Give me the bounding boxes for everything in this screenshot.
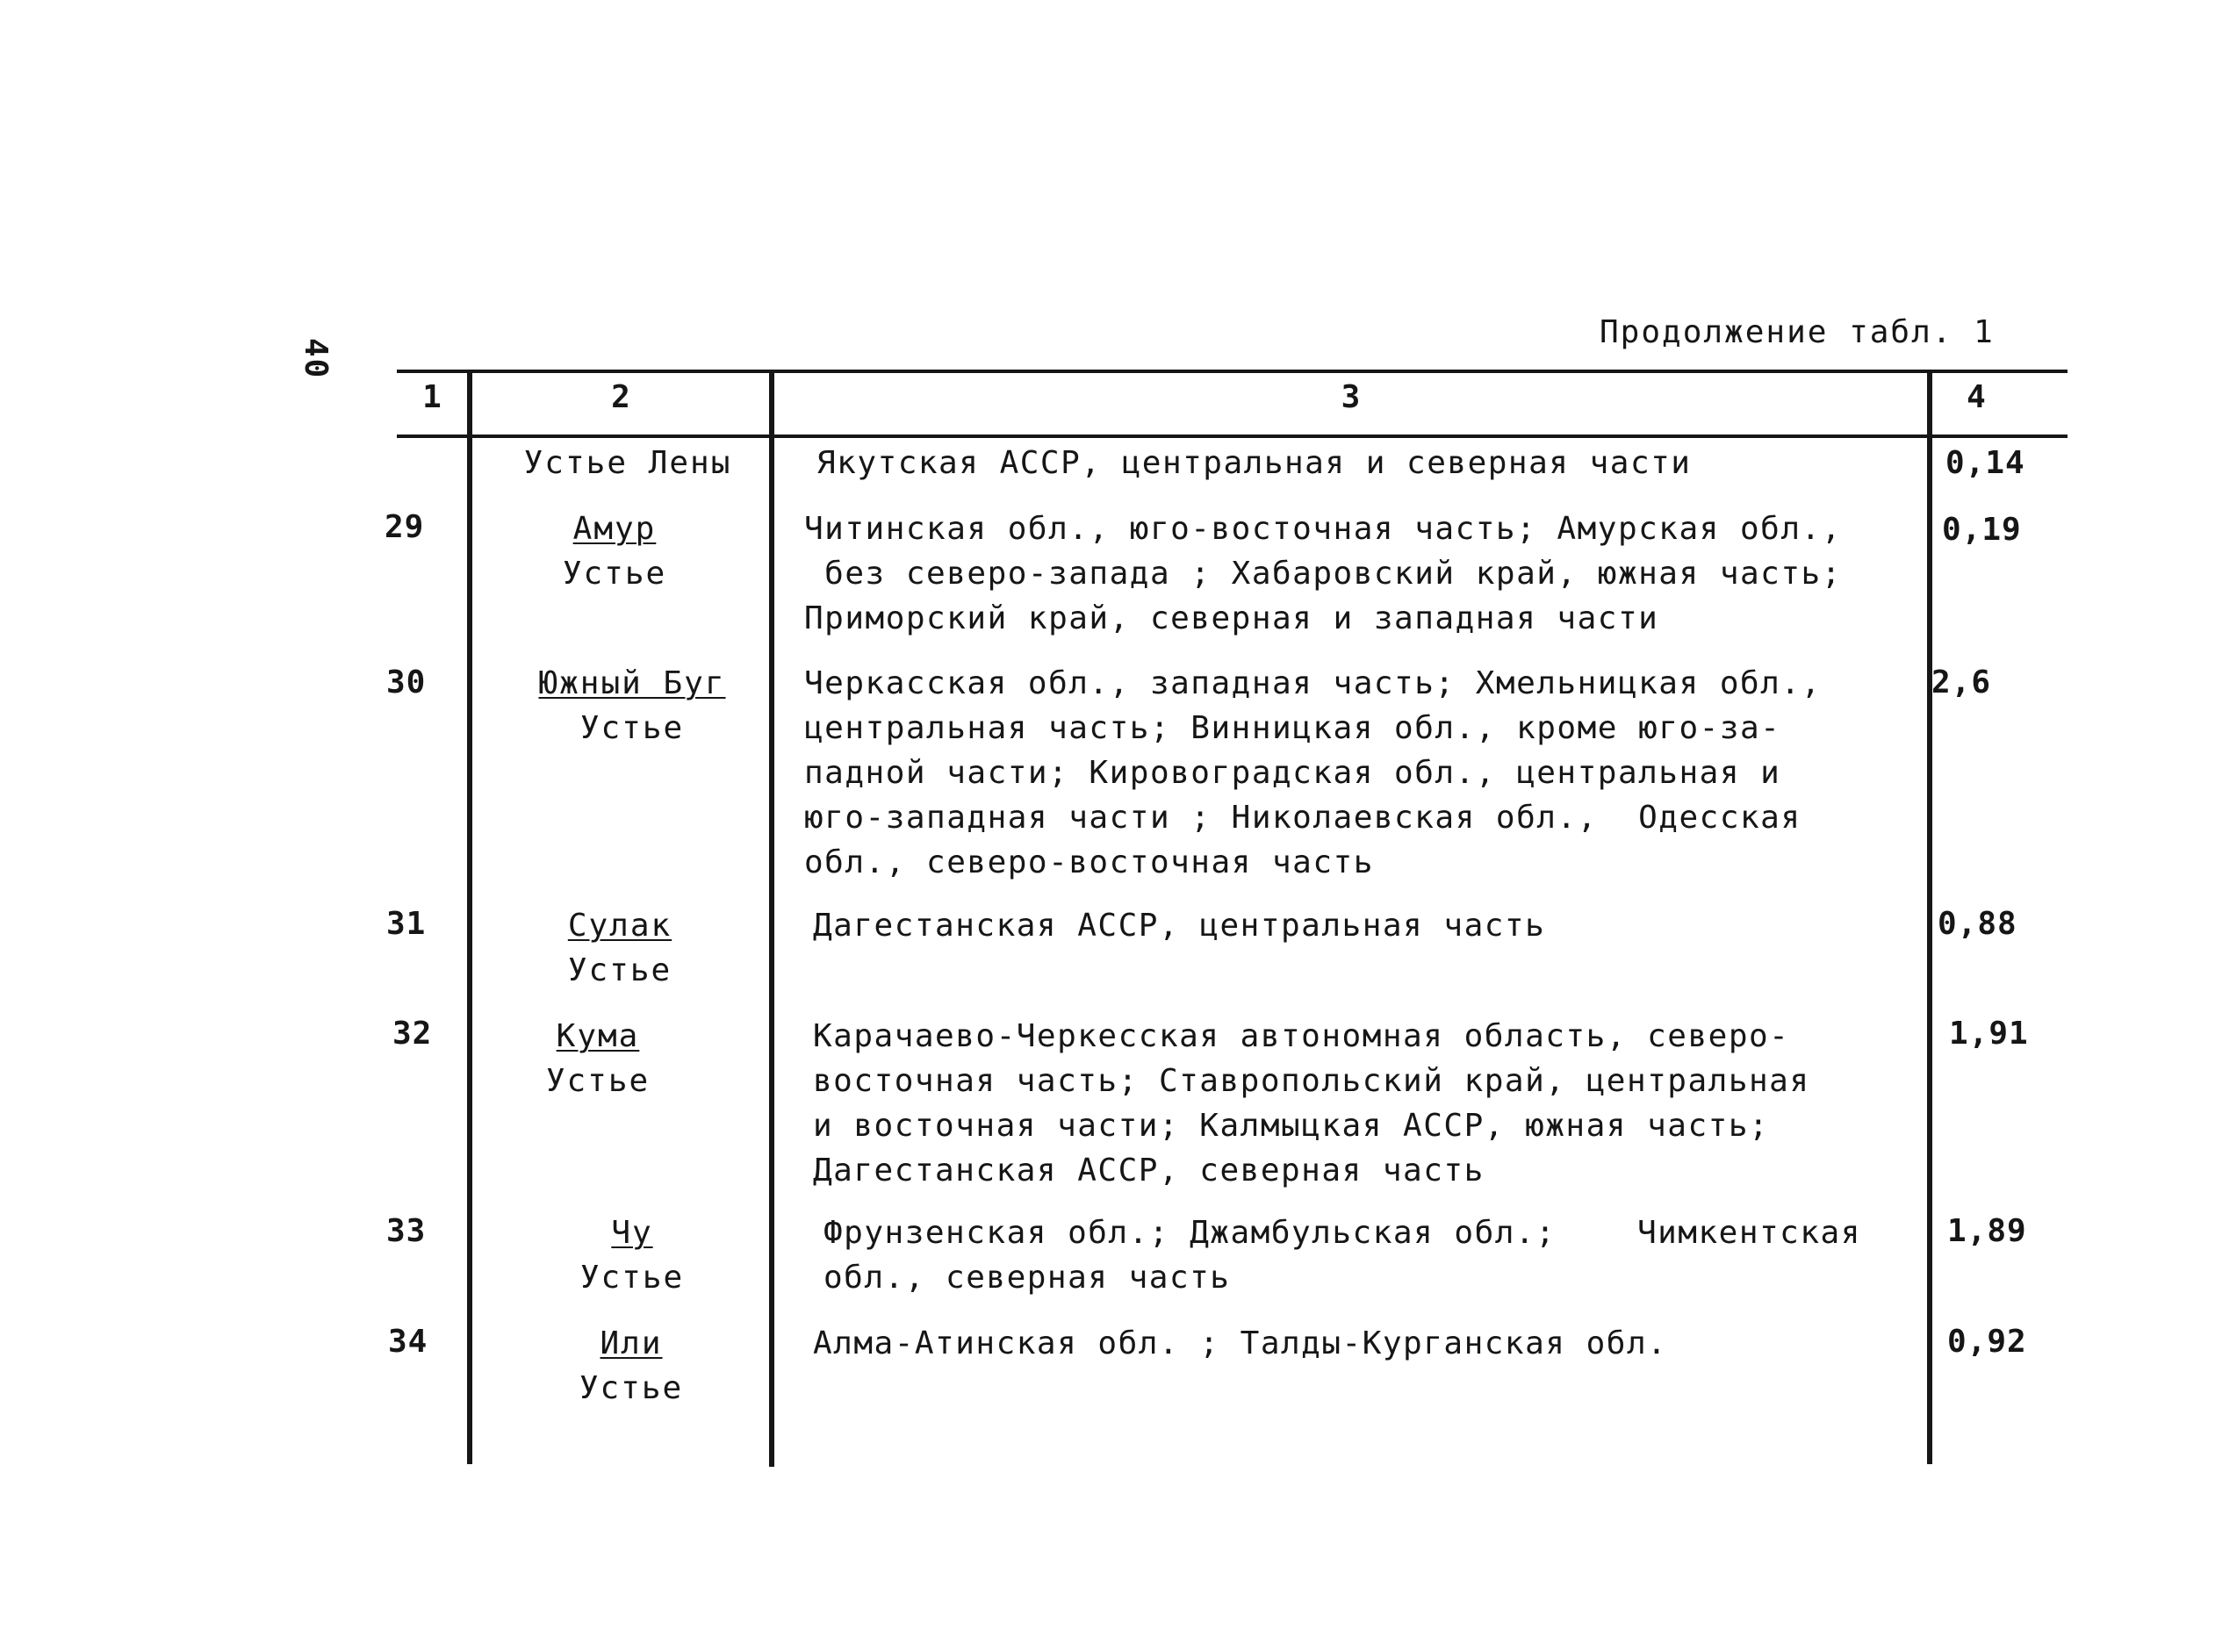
table-row-value: 0,19 [1942, 512, 2022, 548]
table-row-value: 0,92 [1947, 1324, 2027, 1360]
river-place: Устье Лены [523, 445, 732, 481]
header-bottom-rule [397, 435, 2068, 438]
region-line: и восточная части; Калмыцкая АССР, южная часть; [813, 1108, 1770, 1144]
row-number: 30 [386, 664, 427, 700]
table-row-region [823, 1210, 1861, 1300]
region-line: Дагестанская АССР, северная часть [813, 1153, 1485, 1189]
table-row-value: 2,6 [1931, 664, 1992, 700]
region-line: Алма-Атинская обл. ; Талды-Курганская обл. [813, 1325, 1668, 1361]
river-place: Устье [545, 1063, 651, 1099]
river-place: Устье [567, 952, 672, 988]
region-line: без северо-запада ; Хабаровский край, южная часть; [804, 556, 1842, 592]
region-line: восточная часть; Ставропольский край, центральная [813, 1063, 1810, 1099]
river-place: Устье [579, 1370, 684, 1406]
river-name: Сулак [567, 908, 672, 944]
region-line: падной части; Кировоградская обл., центральная и [804, 755, 1781, 791]
row-number: 33 [386, 1213, 427, 1249]
region-line: Карачаево-Черкесская автономная область, северо- [813, 1018, 1790, 1054]
table-row-river [553, 1210, 711, 1300]
table-top-rule [397, 370, 2068, 373]
page-number: 40 [298, 338, 334, 380]
region-line: обл., северная часть [823, 1260, 1231, 1296]
header-col-4: 4 [1967, 379, 1986, 415]
table-row-region [813, 1014, 1810, 1193]
table-row-river [536, 506, 694, 596]
table-row-value: 0,14 [1945, 445, 2025, 481]
table-row-river [509, 661, 755, 751]
table-row-river [532, 903, 708, 993]
table-caption: Продолжение табл. 1 [1600, 314, 1995, 350]
region-line: юго-западная части ; Николаевская обл., Одесская [804, 800, 1801, 836]
table-row-region [813, 903, 1545, 948]
table-row-river [514, 1014, 681, 1103]
table-row-region [804, 661, 1822, 885]
river-place: Устье [579, 710, 685, 746]
column-divider-3 [1927, 370, 1932, 1464]
row-number: 29 [385, 509, 425, 545]
table-row-value: 1,91 [1949, 1016, 2029, 1052]
table-row-region [816, 441, 1691, 485]
row-number: 31 [386, 906, 427, 942]
region-line: Черкасская обл., западная часть; Хмельницкая обл., [804, 665, 1822, 701]
river-name: Кума [556, 1018, 640, 1054]
header-col-3: 3 [1341, 379, 1361, 415]
river-name: Амур [572, 511, 657, 547]
table-row-river [532, 1321, 730, 1411]
table-row-value: 1,89 [1947, 1213, 2027, 1249]
river-place: Устье [562, 556, 667, 592]
river-name: Южный Буг [538, 665, 726, 701]
row-number: 34 [388, 1324, 428, 1360]
header-col-2: 2 [611, 379, 630, 415]
table-row-river [492, 441, 764, 485]
row-number: 32 [392, 1016, 433, 1052]
river-place: Устье [579, 1260, 685, 1296]
region-line: Приморский край, северная и западная части [804, 600, 1659, 636]
header-col-1: 1 [422, 379, 442, 415]
region-line: Якутская АССР, центральная и северная части [816, 445, 1692, 481]
column-divider-2 [769, 370, 774, 1467]
region-line: Читинская обл., юго-восточная часть; Амурская обл., [804, 511, 1842, 547]
table-row-value: 0,88 [1938, 906, 2017, 942]
river-name: Чу [611, 1215, 653, 1251]
region-line: центральная часть; Винницкая обл., кроме юго-за- [804, 710, 1781, 746]
region-line: Дагестанская АССР, центральная часть [813, 908, 1546, 944]
region-line: обл., северо-восточная часть [804, 844, 1374, 880]
river-name: Или [600, 1325, 663, 1361]
column-divider-1 [467, 370, 472, 1464]
table-row-region [804, 506, 1842, 641]
region-line: Фрунзенская обл.; Джамбульская обл.; Чимкентская [823, 1215, 1861, 1251]
table-row-region [813, 1321, 1667, 1366]
